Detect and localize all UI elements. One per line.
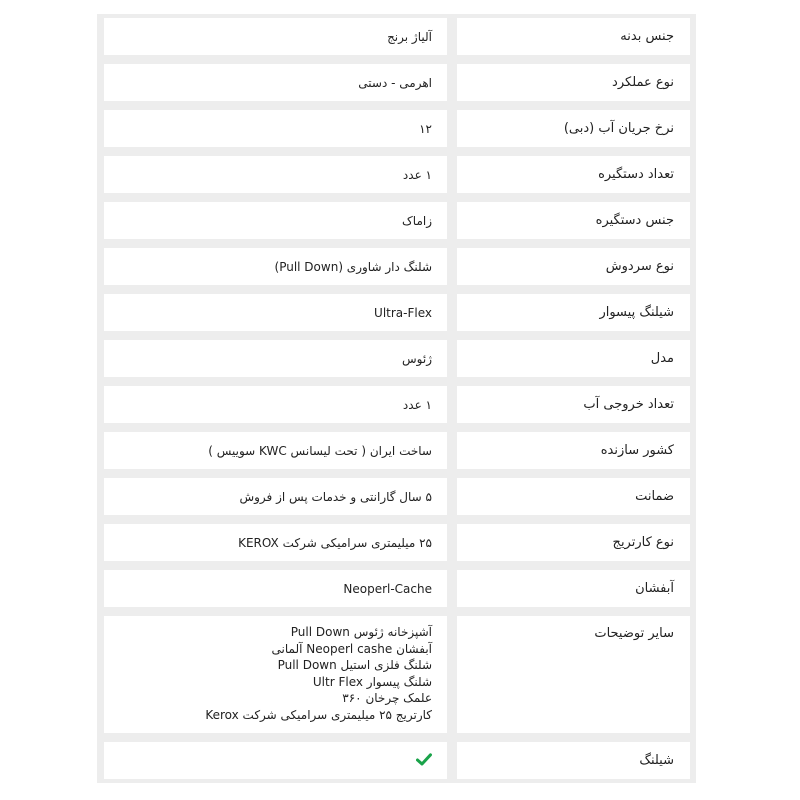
spec-label: سایر توضیحات (457, 616, 690, 733)
spec-row-warranty (103, 478, 690, 515)
spec-value: ساخت ایران ( تحت لیسانس KWC سوییس ) (104, 432, 447, 469)
spec-value: اهرمی - دستی (104, 64, 447, 101)
note-line: آشپزخانه ژئوس Pull Down (290, 625, 432, 639)
spec-label: نوع عملکرد (457, 64, 690, 101)
spec-value: ژئوس (104, 340, 447, 377)
spec-label: شیلنگ پیسوار (457, 294, 690, 331)
spec-label: نرخ جریان آب (دبی) (457, 110, 690, 147)
spec-label: تعداد خروجی آب (457, 386, 690, 423)
spec-value: ۱۲ (104, 110, 447, 147)
spec-label: شیلنگ (457, 742, 690, 779)
spec-row-flow-rate (103, 110, 690, 147)
note-line: کارتریج ۲۵ میلیمتری سرامیکی شرکت Kerox (205, 707, 432, 722)
note-line: آبفشان Neoperl cashe آلمانی (271, 641, 432, 656)
spec-row-body-material (103, 18, 690, 55)
spec-label: آبفشان (457, 570, 690, 607)
spec-row-country (103, 432, 690, 469)
spec-row-hose (103, 294, 690, 331)
spec-row-handle-count (103, 156, 690, 193)
spec-label: جنس دستگیره (457, 202, 690, 239)
spec-label: مدل (457, 340, 690, 377)
spec-label: کشور سازنده (457, 432, 690, 469)
check-icon (416, 753, 432, 769)
spec-row-operation-type (103, 64, 690, 101)
notes-list (205, 624, 432, 723)
spec-label: نوع سردوش (457, 248, 690, 285)
spec-value: شلنگ دار شاوری (Pull Down) (104, 248, 447, 285)
note-line: شلنگ پیسوار Ultr Flex (312, 674, 432, 689)
specifications-table (97, 14, 696, 783)
spec-row-aerator (103, 570, 690, 607)
spec-label: نوع کارتریج (457, 524, 690, 561)
spec-row-other-notes (103, 616, 690, 733)
spec-row-hose-included (103, 742, 690, 779)
spec-value (104, 742, 447, 779)
spec-label: تعداد دستگیره (457, 156, 690, 193)
spec-row-showerhead-type (103, 248, 690, 285)
spec-value: Neoperl-Cache (104, 570, 447, 607)
spec-value: ۱ عدد (104, 156, 447, 193)
spec-value: زاماک (104, 202, 447, 239)
spec-value: Ultra-Flex (104, 294, 447, 331)
note-line: علمک چرخان ۳۶۰ (342, 691, 432, 705)
spec-value (104, 616, 447, 733)
spec-value: آلیاژ برنج (104, 18, 447, 55)
spec-value: ۲۵ میلیمتری سرامیکی شرکت KEROX (104, 524, 447, 561)
spec-label: ضمانت (457, 478, 690, 515)
spec-row-water-outlets (103, 386, 690, 423)
spec-row-handle-material (103, 202, 690, 239)
spec-value: ۱ عدد (104, 386, 447, 423)
spec-label: جنس بدنه (457, 18, 690, 55)
spec-value: ۵ سال گارانتی و خدمات پس از فروش (104, 478, 447, 515)
spec-row-model (103, 340, 690, 377)
note-line: شلنگ فلزی استیل Pull Down (277, 658, 432, 672)
spec-row-cartridge (103, 524, 690, 561)
